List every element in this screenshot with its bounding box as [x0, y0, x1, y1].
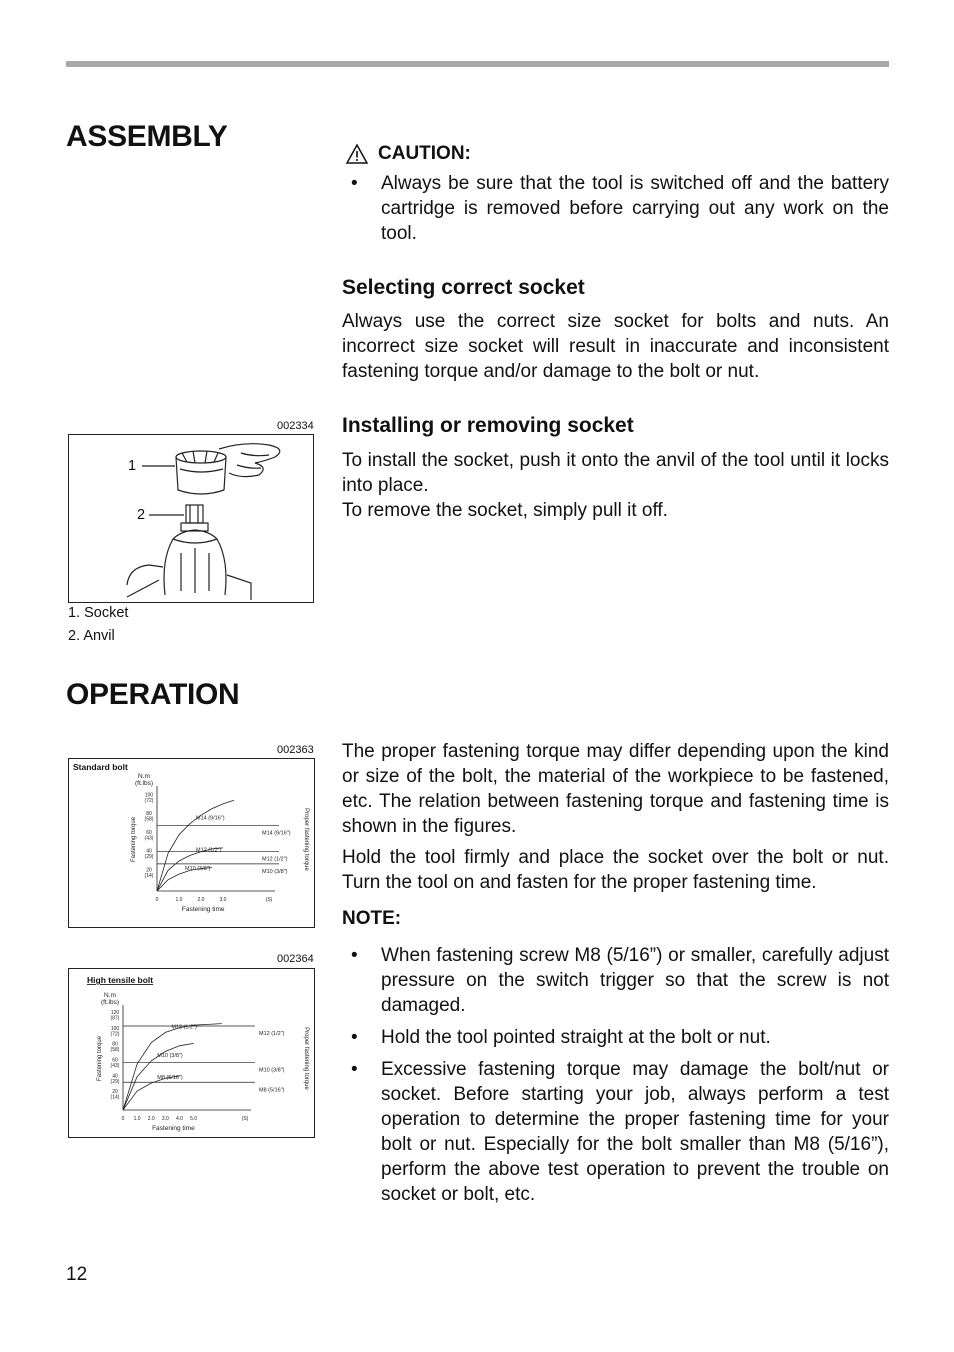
x-tick-label: 3.0 [219, 897, 227, 903]
proper-torque-label: M10 (3/8") [262, 868, 288, 875]
bullet-dot: • [351, 945, 358, 966]
y-tick-label: 40 (29) [144, 848, 154, 861]
y-tick-label: 40 (29) [110, 1073, 120, 1085]
x-unit-label: (S) [265, 897, 273, 903]
note-3: Excessive fastening torque may damage the bolt/nut or socket. Before starting your job, always perform a test operation to determine the proper fastening time for your bolt or nut. Especially for the bolt smaller than M8 (5/16”), perform the above test operation to prevent the trouble on socket or bolt, etc. [381, 1059, 889, 1205]
x-tick-label: 1.0 [175, 897, 183, 903]
proper-torque-label: M12 (1/2") [262, 856, 288, 863]
installing-heading: Installing or removing socket [342, 414, 634, 437]
proper-torque-label: M10 (3/8") [259, 1067, 285, 1074]
operation-para-1: The proper fastening torque may differ depending upon the kind or size of the bolt, the material of the workpiece to be fastened, etc. The relation between fastening torque and fastening time is shown in the figures. [342, 741, 889, 837]
y-tick-label: 80 (58) [144, 811, 154, 823]
operation-title: OPERATION [66, 678, 240, 711]
y-unit-label: N.m (ft.lbs) [100, 992, 120, 1006]
x-unit-label: (S) [241, 1116, 249, 1122]
proper-torque-label: M12 (1/2") [259, 1031, 285, 1038]
y-axis-label: Fastening torque [97, 1035, 103, 1082]
series-line [123, 1024, 222, 1110]
series-label: M14 (9/16") [196, 815, 225, 822]
chart-standard-bolt-svg [69, 759, 314, 927]
note-label: NOTE: [342, 908, 402, 929]
installing-text-1: To install the socket, push it onto the anvil of the tool until it locks into place. [342, 450, 889, 496]
chart-high-tensile-bolt [68, 968, 315, 1138]
installing-text-2: To remove the socket, simply pull it off. [342, 500, 668, 521]
selecting-heading: Selecting correct socket [342, 276, 585, 299]
x-tick-label: 3.0 [161, 1116, 169, 1122]
top-rule [66, 61, 889, 67]
legend-socket: 1. Socket [68, 605, 129, 621]
chart-title: Standard bolt [73, 762, 128, 772]
legend-anvil: 2. Anvil [68, 628, 115, 644]
y-tick-label: 20 (14) [110, 1089, 120, 1101]
x-tick-label: 2.0 [197, 897, 205, 903]
note-2: Hold the tool pointed straight at the bolt or nut. [381, 1027, 771, 1048]
page-number: 12 [66, 1264, 88, 1285]
bullet-dot: • [351, 1027, 358, 1048]
y-tick-label: 100 (72) [144, 792, 154, 804]
right-axis-label: Proper fastening torque [303, 1027, 309, 1090]
assembly-title: ASSEMBLY [66, 120, 228, 153]
series-label: M10 (3/8") [157, 1052, 183, 1059]
socket-illustration [69, 435, 313, 602]
selecting-text: Always use the correct size socket for bolts and nuts. An incorrect size socket will result in inaccurate and inconsistent fastening torque and/or damage to the bolt or nut. [342, 311, 889, 382]
x-tick-label: 2.0 [147, 1116, 155, 1122]
proper-torque-label: M14 (9/16") [262, 830, 291, 837]
x-axis-label: Fastening time [152, 1125, 195, 1132]
y-tick-label: 100 (72) [110, 1025, 120, 1038]
chart-title: High tensile bolt [87, 975, 154, 985]
y-tick-label: 120 (87) [110, 1009, 120, 1022]
series-label: M8 (5/16") [157, 1075, 183, 1082]
y-axis-label: Fastening torque [131, 816, 137, 863]
y-unit-label: N.m (ft.lbs) [134, 773, 154, 787]
x-tick-label: 0 [155, 897, 159, 903]
x-tick-label: 1.0 [133, 1116, 141, 1122]
series-line [157, 800, 234, 891]
warning-icon [345, 143, 369, 165]
callout-2: 2 [137, 507, 146, 523]
caution-label: CAUTION: [378, 143, 471, 164]
callout-1: 1 [128, 458, 137, 474]
bullet-dot: • [351, 173, 358, 194]
caution-text: Always be sure that the tool is switched off and the battery cartridge is removed before carrying out any work on the tool. [381, 173, 889, 244]
note-1: When fastening screw M8 (5/16”) or smaller, carefully adjust pressure on the switch trigger so that the screw is not damaged. [381, 945, 889, 1016]
figure-number: 002334 [277, 420, 314, 432]
y-tick-label: 60 (43) [144, 829, 154, 842]
series-label: M12 (1/2") [171, 1024, 197, 1031]
socket-figure [68, 434, 314, 603]
series-label: M12 (1/2") [196, 847, 222, 854]
chart-1-number: 002363 [277, 744, 314, 756]
y-tick-label: 20 (14) [144, 867, 154, 879]
right-axis-label: Proper fastening torque [303, 808, 309, 871]
x-axis-label: Fastening time [181, 906, 225, 913]
chart-standard-bolt [68, 758, 315, 928]
chart-2-number: 002364 [277, 953, 314, 965]
x-tick-label: 5.0 [190, 1116, 198, 1122]
x-tick-label: 0 [121, 1116, 125, 1122]
chart-high-tensile-bolt-svg [69, 969, 314, 1137]
x-tick-label: 4.0 [175, 1116, 183, 1122]
bullet-dot: • [351, 1059, 358, 1080]
series-label: M10 (3/8") [185, 866, 211, 873]
proper-torque-label: M8 (5/16") [259, 1087, 285, 1094]
y-tick-label: 80 (58) [110, 1041, 120, 1054]
operation-para-2: Hold the tool firmly and place the socket over the bolt or nut. Turn the tool on and fasten for the proper fastening time. [342, 847, 889, 893]
y-tick-label: 60 (43) [110, 1057, 120, 1069]
